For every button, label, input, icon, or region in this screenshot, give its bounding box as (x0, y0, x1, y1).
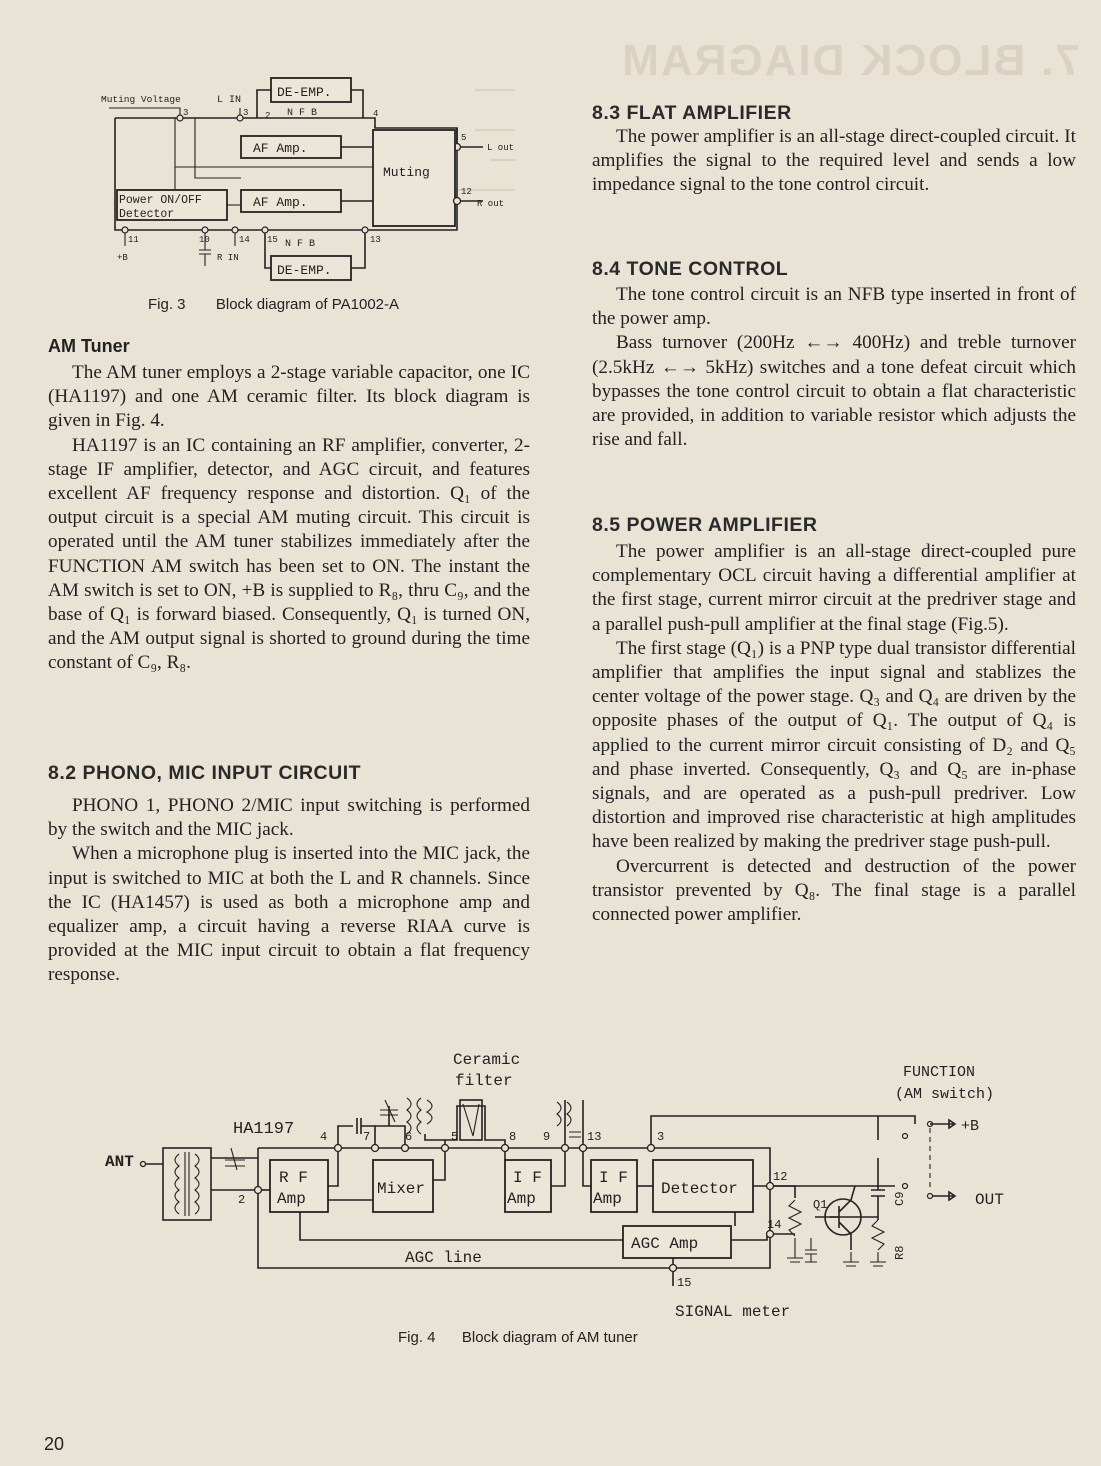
fig4-caption (398, 1329, 638, 1346)
fig3-pin-12: 12 (461, 187, 472, 197)
fig4-mixer: Mixer (377, 1180, 426, 1198)
fig4-block-diagram (95, 1040, 1025, 1330)
fig4-pin-8: 8 (509, 1130, 517, 1144)
fig3-pin-14: 14 (239, 235, 250, 245)
fig3-muting: Muting (383, 165, 430, 180)
fig3-r-out: R out (477, 199, 505, 209)
fig4-pin-12: 12 (773, 1170, 788, 1184)
fig4-pin-2: 2 (238, 1193, 246, 1207)
fig3-af-amp-bottom: AF Amp. (253, 195, 308, 210)
fig4-pin-15: 15 (677, 1276, 692, 1290)
fig4-if-amp-1a: I F (513, 1169, 542, 1187)
fig4-pin-14: 14 (767, 1218, 782, 1232)
fig3-pin-11: 11 (128, 235, 139, 245)
fig4-q1: Q1 (813, 1198, 828, 1212)
fig3-power-detector-2: Detector (119, 208, 175, 221)
fig4-agc-amp: AGC Amp (631, 1235, 699, 1253)
fig4-detector: Detector (661, 1180, 738, 1198)
fig4-if-amp-2a: I F (599, 1169, 628, 1187)
flat-amp-heading: 8.3 FLAT AMPLIFIER (592, 102, 792, 124)
fig3-plus-b: +B (117, 253, 128, 263)
fig3-caption-num: Fig. 3 (148, 296, 186, 313)
fig3-de-emp-bottom: DE-EMP. (277, 263, 332, 278)
page-number: 20 (44, 1434, 65, 1454)
fig3-pin-3a: 3 (183, 108, 189, 118)
power-amp-paragraph-3: Overcurrent is detected and destruction of the power transistor prevented by Q₈. The final stage is a parallel connected power amplifier. (592, 855, 1076, 926)
power-amp-heading: 8.5 POWER AMPLIFIER (592, 514, 818, 536)
fig4-out: OUT (975, 1191, 1004, 1209)
fig4-signal-meter: SIGNAL meter (675, 1303, 791, 1321)
flat-amp-paragraph-1: The power amplifier is an all-stage direct-coupled circuit. It amplifies the signal to the required level and sends a low impedance signal to the tone control circuit. (592, 126, 1076, 196)
fig3-pin-3b: 3 (243, 108, 249, 118)
am-tuner-heading: AM Tuner (48, 336, 130, 356)
power-amp-body (592, 540, 1076, 927)
am-tuner-paragraph-1: The AM tuner employs a 2-stage variable capacitor, one IC (HA1197) and one AM ceramic filter. Its block diagram is given in Fig. 4. (48, 362, 530, 432)
flat-amp-body (592, 125, 1076, 198)
fig3-pin-15: 15 (267, 235, 278, 245)
fig4-function-2: (AM switch) (895, 1086, 995, 1103)
fig3-caption (148, 296, 399, 313)
fig4-ceramic: Ceramic (453, 1051, 521, 1069)
fig4-pin-13: 13 (587, 1130, 602, 1144)
am-tuner-body (48, 361, 530, 676)
fig4-c9: C9 (893, 1191, 907, 1206)
fig4-if-amp-2b: Amp (593, 1190, 622, 1208)
fig4-pin-3: 3 (657, 1130, 665, 1144)
fig3-de-emp-top: DE-EMP. (277, 85, 332, 100)
fig4-pin-7: 7 (363, 1130, 371, 1144)
fig4-rf-amp-2: Amp (277, 1190, 306, 1208)
fig4-caption-text: Block diagram of AM tuner (461, 1329, 638, 1346)
tone-heading: 8.4 TONE CONTROL (592, 258, 789, 280)
fig4-plus-b: +B (961, 1118, 980, 1135)
fig4-rf-amp-1: R F (279, 1169, 308, 1187)
fig4-agc-line: AGC line (405, 1249, 482, 1267)
fig4-r8: R8 (893, 1245, 907, 1260)
fig4-filter: filter (455, 1072, 513, 1090)
fig3-l-out: L out (487, 143, 515, 153)
fig4-ant: ANT (105, 1153, 134, 1171)
fig3-block-diagram (95, 70, 515, 285)
fig3-af-amp-top: AF Amp. (253, 141, 308, 156)
fig3-nfb-bottom: N F B (285, 239, 316, 250)
fig4-caption-num: Fig. 4 (398, 1329, 436, 1346)
fig3-r-in: R IN (217, 253, 239, 263)
fig4-pin-6: 6 (405, 1130, 413, 1144)
fig3-pin-5: 5 (461, 133, 467, 143)
fig3-power-detector-1: Power ON/OFF (119, 194, 202, 207)
phono-body (48, 794, 530, 988)
chapter-title-bleedthrough: 7. BLOCK DIAGRAM (620, 36, 1080, 85)
tone-paragraph-1: The tone control circuit is an NFB type inserted in front of the power amp. (592, 284, 1076, 330)
fig4-pin-5: 5 (451, 1130, 459, 1144)
fig3-nfb-top: N F B (287, 108, 318, 119)
am-tuner-paragraph-2: HA1197 is an IC containing an RF amplifier, converter, 2-stage IF amplifier, detector, and AGC circuit, and features excellent AF frequency response and distortion. Q₁ of the output circuit is a special AM muting circuit. This circuit is operated until the AM tuner stabilizes immediately after the FUNCTION AM switch has been set to ON. The instant the AM switch is set to ON, +B is supplied to R₈, thru C₉, and the base of Q₁ is forward biased. Consequently, Q₁ is turned ON, and the AM output signal is shorted to ground during the time constant of C₉, R₈. (48, 434, 530, 674)
phono-paragraph-1: PHONO 1, PHONO 2/MIC input switching is performed by the switch and the MIC jack. (48, 795, 530, 841)
fig4-pin-9: 9 (543, 1130, 551, 1144)
fig3-pin-13: 13 (370, 235, 381, 245)
tone-paragraph-2: Bass turnover (200Hz ←→ 400Hz) and treble turnover (2.5kHz ←→ 5kHz) switches and a tone defeat circuit which bypasses the tone control circuit to obtain a flat characteristic are provided, in addition to variable resistor which adjusts the rise and fall. (592, 332, 1076, 451)
fig4-if-amp-1b: Amp (507, 1190, 536, 1208)
fig3-pin-2: 2 (265, 111, 271, 121)
fig3-l-in: L IN (217, 95, 242, 106)
fig3-pin-4: 4 (373, 109, 379, 119)
phono-paragraph-2: When a microphone plug is inserted into the MIC jack, the input is switched to MIC at both the L and R channels. Since the IC (HA1457) is used as both a microphone amp and equalizer amp, a circuit having a reverse RIAA curve is provided at the MIC input circuit to obtain a flat frequency response. (48, 843, 530, 986)
fig3-muting-voltage: Muting Voltage (101, 94, 181, 105)
power-amp-paragraph-1: The power amplifier is an all-stage direct-coupled pure complementary OCL circuit having a differential amplifier at the first stage, current mirror circuit at the predriver stage and a parallel push-pull amplifier at the final stage (Fig.5). (592, 541, 1076, 635)
fig4-pin-4: 4 (320, 1130, 328, 1144)
phono-heading: 8.2 PHONO, MIC INPUT CIRCUIT (48, 762, 362, 784)
fig4-ha1197: HA1197 (233, 1120, 295, 1139)
tone-body (592, 283, 1076, 452)
power-amp-paragraph-2: The first stage (Q₁) is a PNP type dual transistor differential amplifier that amplifies the input signal and stablizes the center voltage of the power stage. Q₃ and Q₄ are driven by the opposite phases of the output of Q₁. The output of Q₄ is applied to the current mirror circuit consisting of D₂ and Q₅ and phase inverted. Consequently, Q₃ and Q₅ are in-phase signals, and are operated as a push-pull predriver. Low distortion and improved rise characteristic at high amplitudes have been realized by making the predriver stage push-pull. (592, 637, 1076, 853)
fig4-function-1: FUNCTION (903, 1064, 976, 1081)
fig3-pin-10: 10 (199, 235, 210, 245)
fig3-caption-text: Block diagram of PA1002-A (215, 296, 400, 313)
